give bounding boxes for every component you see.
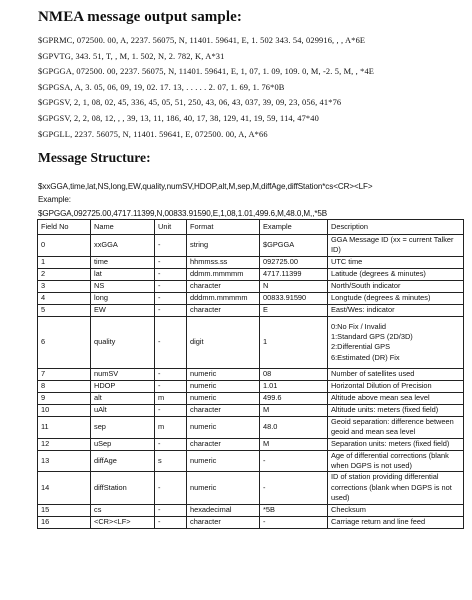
table-cell: numeric: [187, 416, 260, 438]
table-cell: numeric: [187, 392, 260, 404]
table-cell: sep: [91, 416, 155, 438]
table-cell: 15: [38, 504, 91, 516]
table-cell: Horizontal Dilution of Precision: [328, 380, 464, 392]
table-cell: -: [155, 235, 187, 257]
table-cell: 4: [38, 292, 91, 304]
table-row: [38, 304, 464, 316]
table-cell: numeric: [187, 472, 260, 504]
table-cell: numeric: [187, 450, 260, 472]
table-row: [38, 516, 464, 528]
table-cell: long: [91, 292, 155, 304]
table-cell: -: [155, 368, 187, 380]
table-cell: 4717.11399: [260, 268, 328, 280]
table-cell: character: [187, 304, 260, 316]
table-cell: 12: [38, 438, 91, 450]
table-cell: -: [155, 316, 187, 368]
table-cell: Separation units: meters (fixed field): [328, 438, 464, 450]
table-cell: -: [155, 280, 187, 292]
table-cell: 0: [38, 235, 91, 257]
table-cell: -: [155, 268, 187, 280]
table-row: [38, 472, 464, 504]
column-header: Format: [187, 220, 260, 235]
table-cell: -: [155, 504, 187, 516]
table-cell: -: [260, 450, 328, 472]
table-cell: quality: [91, 316, 155, 368]
table-cell: 08: [260, 368, 328, 380]
nmea-line: $GPVTG, 343. 51, T, , M, 1. 502, N, 2. 782, K, A*31: [38, 51, 225, 61]
table-cell: Number of satellites used: [328, 368, 464, 380]
table-cell: 1: [38, 256, 91, 268]
table-cell: Latitude (degrees & minutes): [328, 268, 464, 280]
table-cell: -: [155, 256, 187, 268]
table-cell: 8: [38, 380, 91, 392]
table-cell: 1: [260, 316, 328, 368]
table-cell: -: [155, 438, 187, 450]
structure-heading: Message Structure:: [38, 150, 151, 165]
table-cell: 48.0: [260, 416, 328, 438]
nmea-line: $GPGSA, A, 3. 05, 06, 09, 19, 02. 17. 13, . . . . . 2. 07, 1. 69, 1. 76*0B: [38, 82, 285, 92]
table-cell: diffStation: [91, 472, 155, 504]
table-cell: $GPGGA: [260, 235, 328, 257]
table-cell: M: [260, 404, 328, 416]
table-row: [38, 268, 464, 280]
table-cell: character: [187, 280, 260, 292]
table-cell: Altitude units: meters (fixed field): [328, 404, 464, 416]
table-cell: 0:No Fix / Invalid 1:Standard GPS (2D/3D) 2:Differential GPS 6:Estimated (DR) Fix: [328, 316, 464, 368]
table-row: [38, 392, 464, 404]
table-cell: Carriage return and line feed: [328, 516, 464, 528]
table-cell: 11: [38, 416, 91, 438]
table-cell: N: [260, 280, 328, 292]
table-cell: numeric: [187, 368, 260, 380]
table-cell: <CR><LF>: [91, 516, 155, 528]
nmea-line: $GPRMC, 072500. 00, A, 2237. 56075, N, 11401. 59641, E, 1. 502 343. 54, 029916, , , A*6E: [38, 36, 366, 45]
table-cell: Geoid separation: difference between geoid and mean sea level: [328, 416, 464, 438]
table-cell: -: [155, 304, 187, 316]
table-cell: -: [155, 472, 187, 504]
table-cell: North/South indicator: [328, 280, 464, 292]
table-cell: numeric: [187, 380, 260, 392]
table-cell: 9: [38, 392, 91, 404]
table-cell: alt: [91, 392, 155, 404]
table-row: [38, 404, 464, 416]
table-cell: -: [155, 380, 187, 392]
nmea-line: $GPGLL, 2237. 56075, N, 11401. 59641, E, 072500. 00, A, A*66: [38, 129, 268, 139]
table-cell: 16: [38, 516, 91, 528]
table-cell: uAlt: [91, 404, 155, 416]
table-cell: -: [260, 516, 328, 528]
nmea-sample-lines: [38, 33, 468, 142]
table-cell: 7: [38, 368, 91, 380]
table-cell: *5B: [260, 504, 328, 516]
table-cell: 14: [38, 472, 91, 504]
table-cell: -: [155, 516, 187, 528]
table-row: [38, 380, 464, 392]
nmea-line: $GPGGA, 072500. 00, 2237. 56075, N, 11401. 59641, E, 1, 07, 1. 09, 109. 0, M, -2. 5, M, , *4E: [38, 67, 375, 77]
column-header: Field No: [38, 220, 91, 235]
table-row: [38, 316, 464, 368]
table-cell: 5: [38, 304, 91, 316]
table-cell: s: [155, 450, 187, 472]
table-cell: Longtude (degrees & minutes): [328, 292, 464, 304]
table-cell: hhmmss.ss: [187, 256, 260, 268]
table-cell: 1.01: [260, 380, 328, 392]
table-cell: 092725.00: [260, 256, 328, 268]
table-cell: ddmm.mmmmm: [187, 268, 260, 280]
column-header: Description: [328, 220, 464, 235]
table-cell: GGA Message ID (xx = current Talker ID): [328, 235, 464, 257]
table-row: [38, 416, 464, 438]
table-cell: hexadecimal: [187, 504, 260, 516]
table-cell: 6: [38, 316, 91, 368]
table-cell: NS: [91, 280, 155, 292]
table-cell: character: [187, 516, 260, 528]
table-cell: Age of differential corrections (blank when DGPS is not used): [328, 450, 464, 472]
table-cell: 3: [38, 280, 91, 292]
table-cell: string: [187, 235, 260, 257]
table-row: [38, 438, 464, 450]
table-cell: time: [91, 256, 155, 268]
table-cell: 2: [38, 268, 91, 280]
table-header-row: [38, 220, 464, 235]
table-row: [38, 504, 464, 516]
table-cell: Altitude above mean sea level: [328, 392, 464, 404]
message-format-block: [38, 180, 372, 220]
column-header: Unit: [155, 220, 187, 235]
table-cell: East/Wes: indicator: [328, 304, 464, 316]
table-cell: numSV: [91, 368, 155, 380]
table-row: [38, 280, 464, 292]
table-cell: m: [155, 416, 187, 438]
table-cell: 13: [38, 450, 91, 472]
sample-heading: NMEA message output sample:: [38, 9, 242, 25]
table-body: [38, 235, 464, 529]
table-cell: ID of station providing differential corrections (blank when DGPS is not used): [328, 472, 464, 504]
table-cell: xxGGA: [91, 235, 155, 257]
table-cell: diffAge: [91, 450, 155, 472]
table-cell: UTC time: [328, 256, 464, 268]
table-cell: dddmm.mmmmm: [187, 292, 260, 304]
column-header: Name: [91, 220, 155, 235]
table-cell: -: [155, 404, 187, 416]
nmea-line: $GPGSV, 2, 1, 08, 02, 45, 336, 45, 05, 51, 250, 43, 06, 43, 037, 39, 09, 23, 056, 41*76: [38, 98, 342, 108]
nmea-line: $GPGSV, 2, 2, 08, 12, , , 39, 13, 11, 186, 40, 17, 38, 129, 41, 19, 59, 114, 47*40: [38, 113, 319, 123]
table-cell: 10: [38, 404, 91, 416]
table-cell: character: [187, 438, 260, 450]
table-cell: -: [155, 292, 187, 304]
example-line: $GPGGA,092725.00,4717.11399,N,00833.91590,E,1,08,1.01,499.6,M,48.0,M,,*5B: [38, 208, 328, 218]
table-cell: character: [187, 404, 260, 416]
table-row: [38, 292, 464, 304]
table-cell: HDOP: [91, 380, 155, 392]
table-cell: -: [260, 472, 328, 504]
fields-table: [37, 219, 464, 529]
table-cell: E: [260, 304, 328, 316]
table-row: [38, 235, 464, 257]
table-cell: lat: [91, 268, 155, 280]
table-cell: uSep: [91, 438, 155, 450]
table-row: [38, 256, 464, 268]
table-cell: m: [155, 392, 187, 404]
table-cell: EW: [91, 304, 155, 316]
table-row: [38, 450, 464, 472]
table-cell: 00833.91590: [260, 292, 328, 304]
table-cell: 499.6: [260, 392, 328, 404]
table-cell: digit: [187, 316, 260, 368]
table-cell: M: [260, 438, 328, 450]
table-cell: cs: [91, 504, 155, 516]
column-header: Example: [260, 220, 328, 235]
table-cell: Checksum: [328, 504, 464, 516]
table-row: [38, 368, 464, 380]
format-line: $xxGGA,time,lat,NS,long,EW,quality,numSV,HDOP,alt,M,sep,M,diffAge,diffStation*cs<CR><LF>: [38, 182, 373, 191]
example-label: Example:: [38, 195, 71, 205]
